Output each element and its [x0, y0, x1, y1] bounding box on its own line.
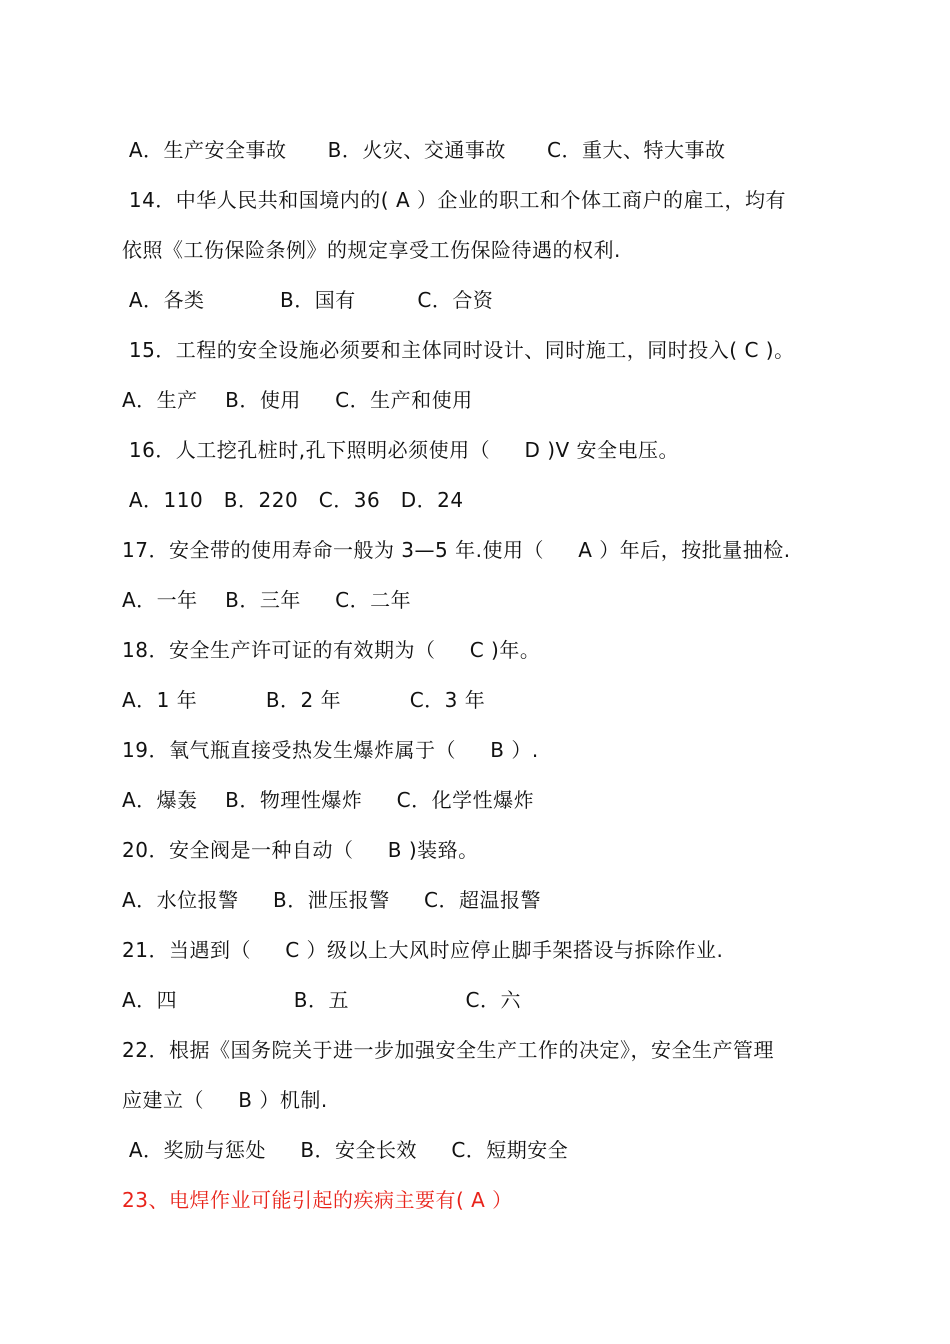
- q17-question: 17．安全带的使用寿命一般为 3—5 年.使用（ A ）年后，按批量抽检.: [122, 538, 791, 562]
- q21-question: 21．当遇到（ C ）级以上大风时应停止脚手架搭设与拆除作业.: [122, 938, 724, 962]
- q18-options: A．1 年 B．2 年 C．3 年: [122, 688, 486, 712]
- q15-options: A．生产 B．使用 C．生产和使用: [122, 388, 473, 412]
- q20-options: A．水位报警 B．泄压报警 C．超温报警: [122, 888, 541, 912]
- q15-question: 15．工程的安全设施必须要和主体同时设计、同时施工，同时投入( C )。: [122, 338, 795, 362]
- q14-options: A．各类 B．国有 C．合资: [122, 288, 494, 312]
- q19-options: A．爆轰 B．物理性爆炸 C．化学性爆炸: [122, 788, 535, 812]
- q13-options: A．生产安全事故 B．火灾、交通事故 C．重大、特大事故: [122, 138, 726, 162]
- q22-options: A．奖励与惩处 B．安全长效 C．短期安全: [122, 1138, 569, 1162]
- q19-question: 19．氧气瓶直接受热发生爆炸属于（ B ）.: [122, 738, 539, 762]
- q16-question: 16．人工挖孔桩时,孔下照明必须使用（ D )V 安全电压。: [122, 438, 680, 462]
- q21-options: A．四 B．五 C．六: [122, 988, 522, 1012]
- q14-question-line2: 依照《工伤保险条例》的规定享受工伤保险待遇的权利.: [122, 238, 621, 262]
- q23-question: 23、电焊作业可能引起的疾病主要有( A ）: [122, 1188, 513, 1212]
- q20-question: 20．安全阀是一种自动（ B )装臵。: [122, 838, 479, 862]
- q22-question-line2: 应建立（ B ）机制.: [122, 1088, 328, 1112]
- q16-options: A．110 B．220 C．36 D．24: [122, 488, 464, 512]
- q22-question-line1: 22．根据《国务院关于进一步加强安全生产工作的决定》，安全生产管理: [122, 1038, 774, 1062]
- q14-question-line1: 14．中华人民共和国境内的( A ）企业的职工和个体工商户的雇工，均有: [122, 188, 787, 212]
- q18-question: 18．安全生产许可证的有效期为（ C )年。: [122, 638, 541, 662]
- q17-options: A．一年 B．三年 C．二年: [122, 588, 412, 612]
